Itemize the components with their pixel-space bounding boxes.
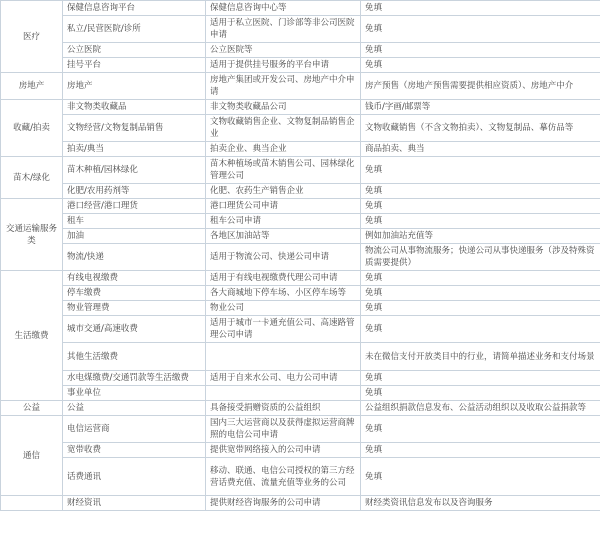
subcategory-cell: 其他生活缴费 [63, 343, 206, 371]
table-row [1, 43, 600, 58]
subcategory-cell: 财经资讯 [63, 496, 206, 511]
scope-cell: 钱币/字画/邮票等 [361, 100, 600, 115]
category-cell: 房地产 [1, 73, 63, 100]
applicant-cell [206, 343, 361, 371]
table-row [1, 301, 600, 316]
scope-cell: 文物收藏销售（不含文物拍卖）、文物复制品、摹仿品等 [361, 115, 600, 142]
subcategory-cell: 加油 [63, 229, 206, 244]
category-cell: 生活缴费 [1, 271, 63, 401]
subcategory-cell: 港口经营/港口理货 [63, 199, 206, 214]
scope-cell: 免填 [361, 416, 600, 443]
scope-cell: 免填 [361, 214, 600, 229]
scope-cell: 免填 [361, 199, 600, 214]
applicant-cell: 具备接受捐赠资质的公益组织 [206, 401, 361, 416]
category-cell: 公益 [1, 401, 63, 416]
scope-cell: 未在微信支付开放类目中的行业，请简单描述业务和支付场景 [361, 343, 600, 371]
subcategory-cell: 城市交通/高速收费 [63, 316, 206, 343]
applicant-cell: 化肥、农药生产销售企业 [206, 184, 361, 199]
scope-cell: 商品拍卖、典当 [361, 142, 600, 157]
subcategory-cell: 租车 [63, 214, 206, 229]
subcategory-cell: 停车缴费 [63, 286, 206, 301]
subcategory-cell: 宽带收费 [63, 443, 206, 458]
subcategory-cell: 房地产 [63, 73, 206, 100]
scope-cell: 免填 [361, 271, 600, 286]
subcategory-cell: 有线电视缴费 [63, 271, 206, 286]
scope-cell: 免填 [361, 157, 600, 184]
applicant-cell: 保健信息咨询中心等 [206, 1, 361, 16]
subcategory-cell: 私立/民营医院/诊所 [63, 16, 206, 43]
applicant-cell: 文物收藏销售企业、文物复制品销售企业 [206, 115, 361, 142]
applicant-cell: 适用于有线电视缴费代理公司申请 [206, 271, 361, 286]
subcategory-cell: 公益 [63, 401, 206, 416]
subcategory-cell: 保健信息咨询平台 [63, 1, 206, 16]
table-row [1, 115, 600, 142]
applicant-cell: 物业公司 [206, 301, 361, 316]
applicant-cell: 提供宽带网络接入的公司申请 [206, 443, 361, 458]
category-cell: 医疗 [1, 1, 63, 73]
table-row [1, 371, 600, 386]
table-row [1, 16, 600, 43]
scope-cell: 免填 [361, 16, 600, 43]
table-row [1, 214, 600, 229]
subcategory-cell: 物流/快递 [63, 244, 206, 271]
subcategory-cell: 拍卖/典当 [63, 142, 206, 157]
table-row [1, 316, 600, 343]
applicant-cell: 港口理货公司申请 [206, 199, 361, 214]
table-row [1, 73, 600, 100]
applicant-cell: 非文物类收藏品公司 [206, 100, 361, 115]
scope-cell: 免填 [361, 316, 600, 343]
table-row [1, 416, 600, 443]
table-row [1, 58, 600, 73]
subcategory-cell: 物业管理费 [63, 301, 206, 316]
category-cell: 收藏/拍卖 [1, 100, 63, 157]
table-row [1, 401, 600, 416]
applicant-cell: 苗木种植场或苗木销售公司、园林绿化管理公司 [206, 157, 361, 184]
scope-cell: 免填 [361, 286, 600, 301]
scope-cell: 免填 [361, 371, 600, 386]
subcategory-cell: 非文物类收藏品 [63, 100, 206, 115]
table-row [1, 343, 600, 371]
subcategory-cell: 电信运营商 [63, 416, 206, 443]
applicant-cell: 适用于物流公司、快递公司申请 [206, 244, 361, 271]
category-cell: 苗木/绿化 [1, 157, 63, 199]
table-row [1, 229, 600, 244]
applicant-cell: 各大商城地下停车场、小区停车场等 [206, 286, 361, 301]
table-row [1, 386, 600, 401]
applicant-cell: 拍卖企业、典当企业 [206, 142, 361, 157]
applicant-cell: 移动、联通、电信公司授权的第三方经营话费充值、流量充值等业务的公司 [206, 458, 361, 496]
scope-cell: 免填 [361, 184, 600, 199]
scope-cell: 免填 [361, 386, 600, 401]
table-row [1, 100, 600, 115]
table-row [1, 184, 600, 199]
scope-cell: 公益组织捐款信息发布、公益活动组织以及收取公益捐款等 [361, 401, 600, 416]
table-row [1, 496, 600, 511]
table-row [1, 244, 600, 271]
scope-cell: 房产预售（房地产预售需要提供相应资质）、房地产中介 [361, 73, 600, 100]
category-cell: 通信 [1, 416, 63, 496]
applicant-cell: 适用于城市一卡通充值公司、高速路管理公司申请 [206, 316, 361, 343]
subcategory-cell: 公立医院 [63, 43, 206, 58]
table-row [1, 271, 600, 286]
applicant-cell: 适用于私立医院、门诊部等非公司医院申请 [206, 16, 361, 43]
table-row [1, 157, 600, 184]
category-cell: 交通运输服务类 [1, 199, 63, 271]
scope-cell: 免填 [361, 458, 600, 496]
table-row [1, 1, 600, 16]
applicant-cell: 适用于提供挂号服务的平台申请 [206, 58, 361, 73]
scope-cell: 财经类资讯信息发布以及咨询服务 [361, 496, 600, 511]
applicant-cell: 租车公司申请 [206, 214, 361, 229]
scope-cell: 免填 [361, 443, 600, 458]
subcategory-cell: 水电煤缴费/交通罚款等生活缴费 [63, 371, 206, 386]
table-row [1, 458, 600, 496]
applicant-cell: 公立医院等 [206, 43, 361, 58]
subcategory-cell: 化肥/农用药剂等 [63, 184, 206, 199]
applicant-cell: 适用于自来水公司、电力公司申请 [206, 371, 361, 386]
table-row [1, 286, 600, 301]
subcategory-cell: 挂号平台 [63, 58, 206, 73]
applicant-cell: 房地产集团或开发公司、房地产中介申请 [206, 73, 361, 100]
scope-cell: 免填 [361, 301, 600, 316]
scope-cell: 例如加油站充值等 [361, 229, 600, 244]
applicant-cell: 各地区加油站等 [206, 229, 361, 244]
applicant-cell: 提供财经咨询服务的公司申请 [206, 496, 361, 511]
applicant-cell [206, 386, 361, 401]
table-row [1, 142, 600, 157]
subcategory-cell: 苗木种植/园林绿化 [63, 157, 206, 184]
table-row [1, 199, 600, 214]
category-cell [1, 496, 63, 511]
table-row [1, 443, 600, 458]
scope-cell: 免填 [361, 58, 600, 73]
scope-cell: 免填 [361, 1, 600, 16]
subcategory-cell: 文物经营/文物复制品销售 [63, 115, 206, 142]
scope-cell: 物流公司从事物流服务；快递公司从事快递服务（涉及特殊资质需要提供） [361, 244, 600, 271]
scope-cell: 免填 [361, 43, 600, 58]
subcategory-cell: 事业单位 [63, 386, 206, 401]
applicant-cell: 国内三大运营商以及获得虚拟运营商牌照的电信公司申请 [206, 416, 361, 443]
subcategory-cell: 话费通讯 [63, 458, 206, 496]
